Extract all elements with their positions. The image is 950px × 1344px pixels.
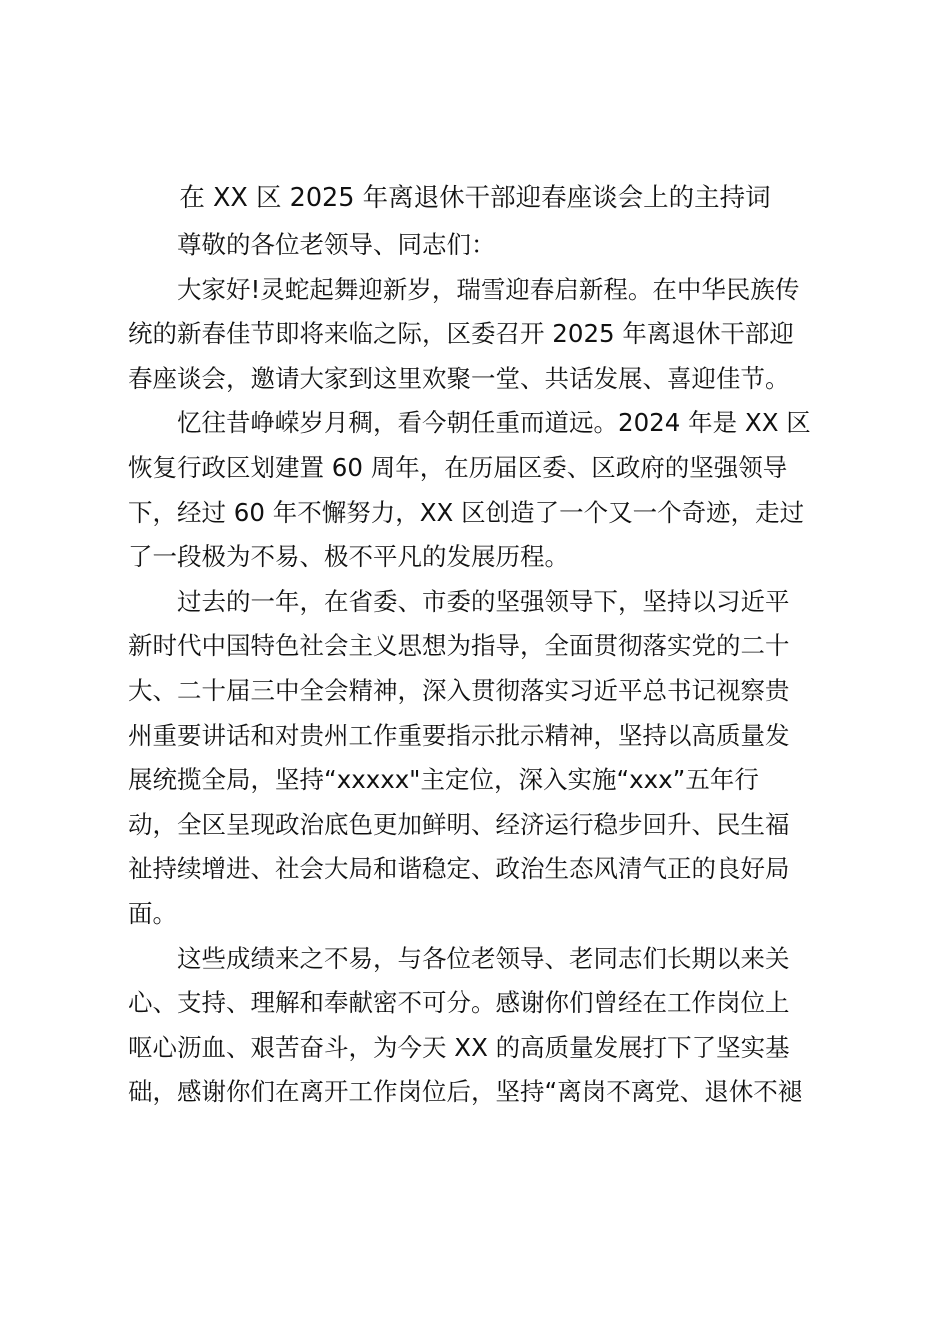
text-line: 下，经过 60 年不懈努力，XX 区创造了一个又一个奇迹，走过	[128, 497, 805, 527]
text-line: 础，感谢你们在离开工作岗位后，坚持“离岗不离党、退休不褪	[128, 1077, 803, 1107]
text-line: 州重要讲话和对贵州工作重要指示批示精神，坚持以高质量发	[128, 720, 790, 750]
document-body	[128, 223, 838, 1115]
text-line: 动，全区呈现政治底色更加鲜明、经济运行稳步回升、民生福	[128, 809, 790, 839]
text-line: 呕心沥血、艰苦奋斗，为今天 XX 的高质量发展打下了坚实基	[128, 1032, 790, 1062]
text-line: 过去的一年，在省委、市委的坚强领导下，坚持以习近平	[177, 586, 790, 616]
text-line: 面。	[128, 898, 177, 928]
text-line: 了一段极为不易、极不平凡的发展历程。	[128, 542, 569, 572]
text-line: 忆往昔峥嵘岁月稠，看今朝任重而道远。2024 年是 XX 区	[177, 408, 811, 438]
text-line: 春座谈会，邀请大家到这里欢聚一堂、共话发展、喜迎佳节。	[128, 363, 790, 393]
text-line: 恢复行政区划建置 60 周年，在历届区委、区政府的坚强领导	[128, 452, 788, 482]
text-line: 大家好!灵蛇起舞迎新岁，瑞雪迎春启新程。在中华民族传	[177, 274, 800, 304]
text-line: 展统揽全局，坚持“xxxxx"主定位，深入实施“xxx”五年行	[128, 765, 759, 795]
text-line: 心、支持、理解和奉献密不可分。感谢你们曾经在工作岗位上	[128, 988, 790, 1018]
text-line: 祉持续增进、社会大局和谐稳定、政治生态风清气正的良好局	[128, 854, 790, 884]
salutation-line: 尊敬的各位老领导、同志们：	[177, 230, 496, 259]
text-line: 新时代中国特色社会主义思想为指导，全面贯彻落实党的二十	[128, 631, 790, 661]
text-line: 统的新春佳节即将来临之际，区委召开 2025 年离退休干部迎	[128, 319, 794, 349]
document-title: 在 XX 区 2025 年离退休干部迎春座谈会上的主持词	[179, 183, 771, 213]
text-line: 大、二十届三中全会精神，深入贯彻落实习近平总书记视察贵	[128, 675, 790, 705]
text-line: 这些成绩来之不易，与各位老领导、老同志们长期以来关	[177, 943, 790, 973]
